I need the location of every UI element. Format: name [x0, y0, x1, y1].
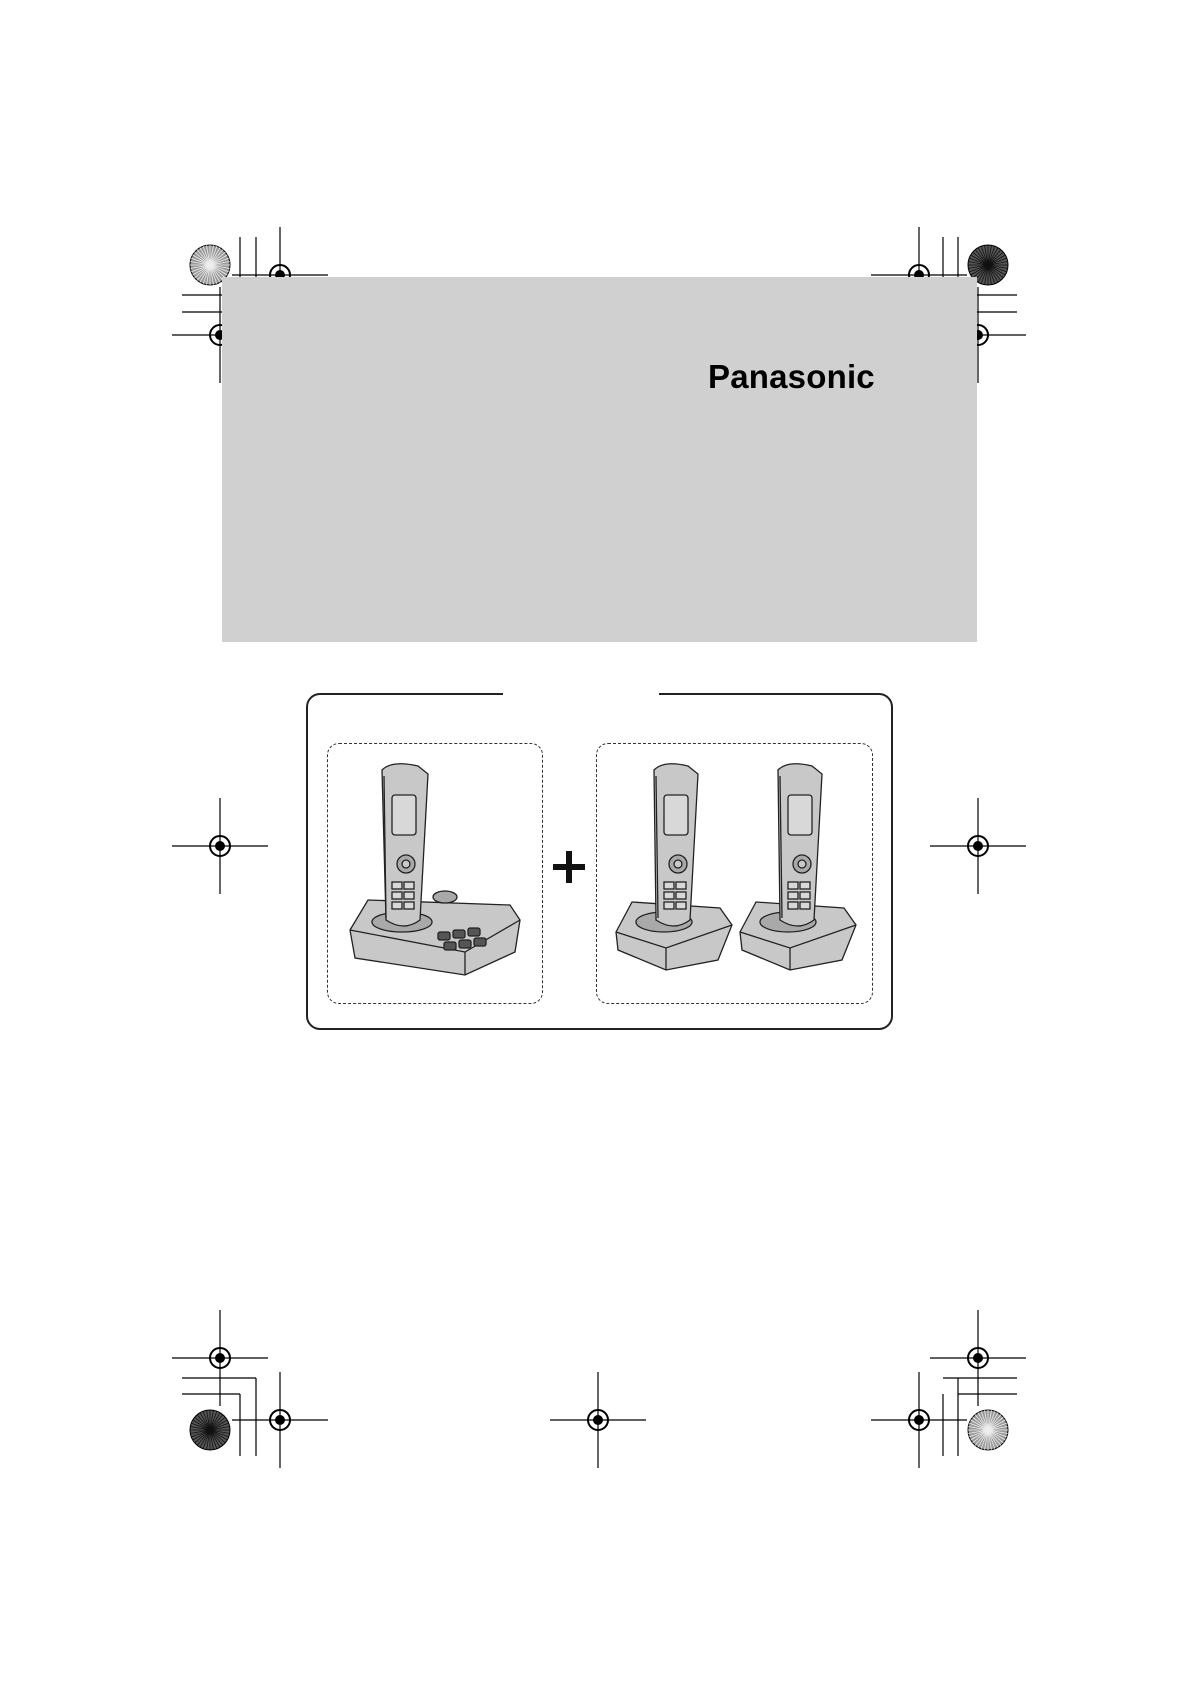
- color-starburst-icon: [968, 1410, 1008, 1450]
- registration-target-icon: [172, 798, 268, 894]
- handset-charger-illustration: [608, 760, 738, 985]
- registration-target-icon: [871, 1372, 967, 1468]
- registration-target-icon: [550, 1372, 646, 1468]
- registration-target-icon: [930, 1310, 1026, 1406]
- plus-icon: [553, 851, 585, 883]
- handset-charger-illustration: [732, 760, 862, 985]
- registration-target-icon: [232, 1372, 328, 1468]
- frame-title-gap: [503, 689, 659, 697]
- color-starburst-icon: [190, 1410, 230, 1450]
- registration-target-icon: [172, 1310, 268, 1406]
- cover-header-panel: [222, 277, 977, 642]
- registration-target-icon: [930, 798, 1026, 894]
- brand-logo: Panasonic: [708, 358, 875, 395]
- base-unit-illustration: [340, 760, 530, 990]
